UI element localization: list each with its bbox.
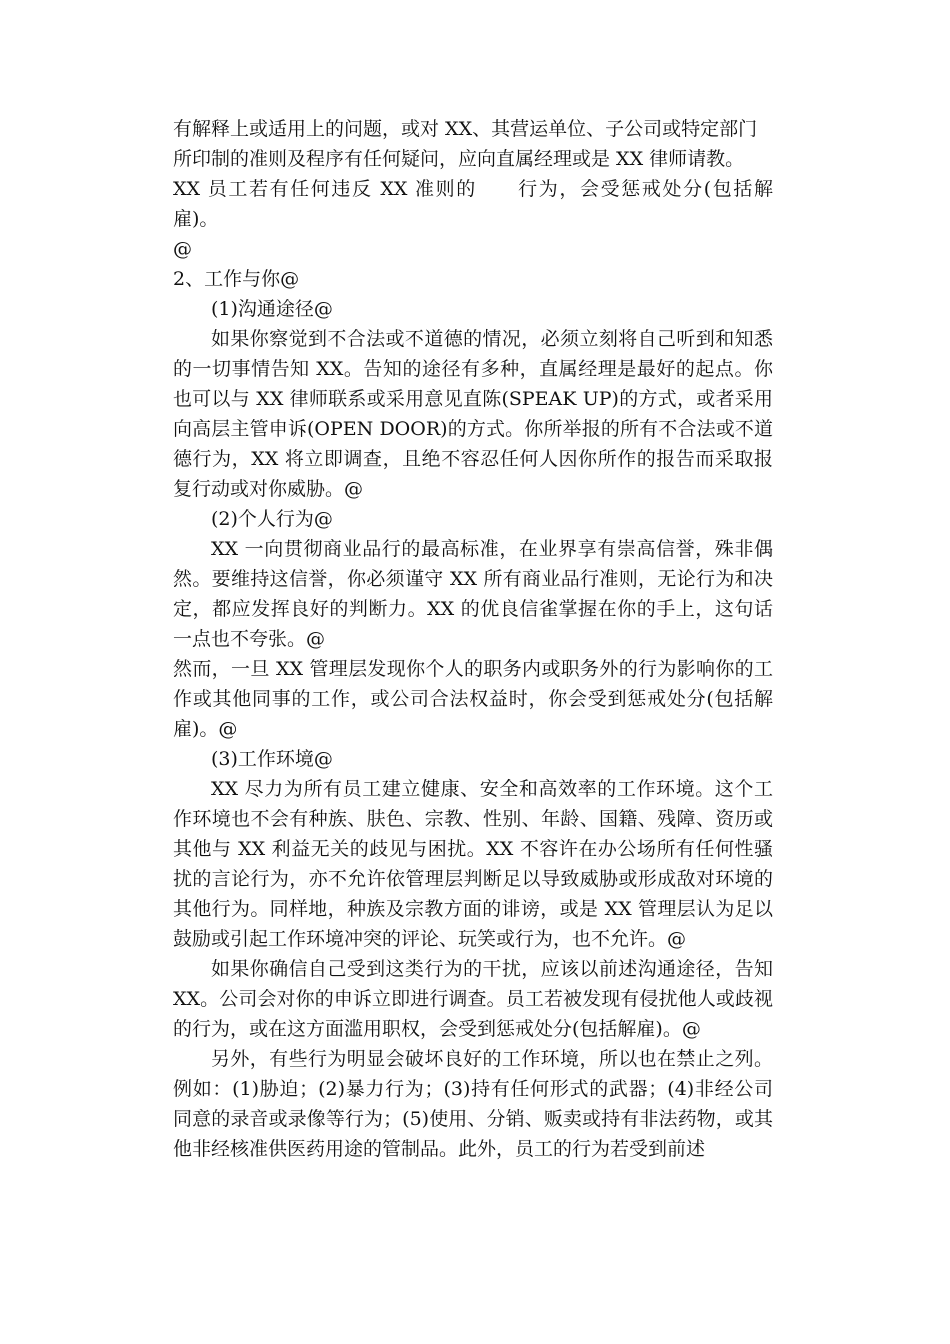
paragraph-intro	[173, 114, 773, 264]
text-line: 所印制的准则及程序有任何疑问，应向直属经理或是 XX 律师请教。	[173, 148, 745, 170]
text-line: @	[173, 238, 192, 260]
paragraph-work-environment: XX 尽力为所有员工建立健康、安全和高效率的工作环境。这个工作环境也不会有种族、肤色、宗教、性别、年龄、国籍、残障、资历或其他与 XX 利益无关的歧见与困扰。XX 不容许在办公场所有任何性骚扰的言论行为，亦不允许依管理层判断足以导致威胁或形成敌对环境的其他行为。同样地，种族及宗教方面的诽谤，或是 XX 管理层认为足以鼓励或引起工作环境冲突的评论、玩笑或行为，也不允许。@	[173, 778, 773, 950]
paragraph-personal-conduct: XX 一向贯彻商业品行的最高标准，在业界享有崇高信誉，殊非偶然。要维持这信誉，你必须谨守 XX 所有商业品行准则，无论行为和决定，都应发挥良好的判断力。XX 的优良信雀掌握在你的手上，这句话一点也不夸张。@	[173, 538, 773, 650]
paragraph-complaint: 如果你确信自己受到这类行为的干扰，应该以前述沟通途径，告知 XX。公司会对你的申诉立即进行调查。员工若被发现有侵扰他人或歧视的行为，或在这方面滥用职权，会受到惩戒处分(包括解雇)。@	[173, 958, 773, 1040]
paragraph-communication: 如果你察觉到不合法或不道德的情况，必须立刻将自己听到和知悉的一切事情告知 XX。告知的途径有多种，直属经理是最好的起点。你也可以与 XX 律师联系或采用意见直陈(SPEAK UP)的方式，或者采用向高层主管申诉(OPEN DOOR)的方式。你所举报的所有不合法或不道德行为，XX 将立即调查，且绝不容忍任何人因你所作的报告而采取报复行动或对你威胁。@	[173, 328, 773, 500]
text-line: XX 员工若有任何违反 XX 准则的 行为，会受惩戒处分(包括解雇)。	[173, 178, 773, 230]
subheading-personal-conduct: (2)个人行为@	[211, 508, 333, 530]
subheading-communication: (1)沟通途径@	[211, 298, 333, 320]
paragraph-prohibited: 另外，有些行为明显会破坏良好的工作环境，所以也在禁止之列。例如：(1)胁迫；(2)暴力行为；(3)持有任何形式的武器；(4)非经公司同意的录音或录像等行为；(5)使用、分销、贩卖或持有非法药物，或其他非经核准供医药用途的管制品。此外，员工的行为若受到前述	[173, 1048, 773, 1160]
text-line: 有解释上或适用上的问题，或对 XX、其营运单位、子公司或特定部门	[173, 118, 758, 140]
subheading-work-environment: (3)工作环境@	[211, 748, 333, 770]
document-body	[173, 114, 773, 1164]
section-heading-work-and-you: 2、工作与你@	[173, 268, 300, 290]
paragraph-disciplinary: 然而，一旦 XX 管理层发现你个人的职务内或职务外的行为影响你的工作或其他同事的工作，或公司合法权益时，你会受到惩戒处分(包括解雇)。@	[173, 658, 773, 740]
